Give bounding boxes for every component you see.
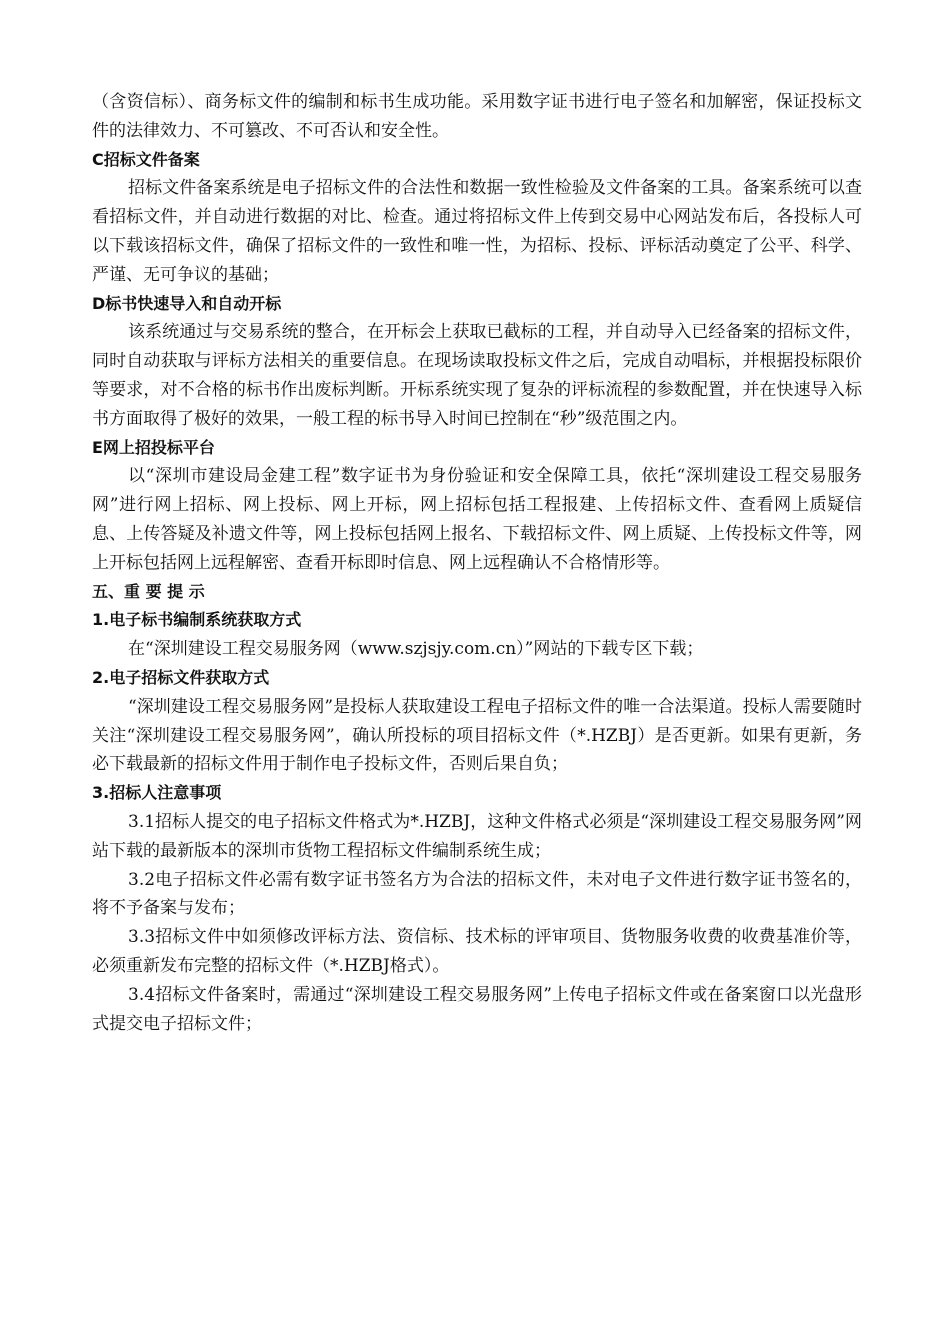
heading-c-filing: C招标文件备案 bbox=[92, 149, 200, 169]
paragraph-platform: 以“深圳市建设局金建工程”数字证书为身份验证和安全保障工具，依托“深圳建设工程交易服务网”进行网上招标、网上投标、网上开标，网上招标包括工程报建、上传招标文件、查看网上质疑信息、上传答疑及补遗文件等，网上投标包括网上报名、下载招标文件、网上质疑、上传投标文件等，网上开标包括网上远程解密、查看开标即时信息、网上远程确认不合格情形等。 bbox=[92, 466, 862, 573]
paragraph-import: 该系统通过与交易系统的整合，在开标会上获取已截标的工程，并自动导入已经备案的招标文件，同时自动获取与评标方法相关的重要信息。在现场读取投标文件之后，完成自动唱标，并根据投标限价等要求，对不合格的标书作出废标判断。开标系统实现了复杂的评标流程的参数配置，并在快速导入标书方面取得了极好的效果，一般工程的标书导入时间已控制在“秒”级范围之内。 bbox=[92, 322, 862, 429]
heading-item-3: 3.招标人注意事项 bbox=[92, 783, 222, 803]
paragraph-item-2: “深圳建设工程交易服务网”是投标人获取建设工程电子招标文件的唯一合法渠道。投标人需要随时关注“深圳建设工程交易服务网”，确认所投标的项目招标文件（*.HZBJ）是否更新。如果有更新，务必下载最新的招标文件用于制作电子投标文件，否则后果自负； bbox=[92, 696, 862, 775]
paragraph-item-1: 在“深圳建设工程交易服务网（www.szjsjy.com.cn）”网站的下载专区下载； bbox=[128, 639, 704, 660]
heading-section-5: 五、重 要 提 示 bbox=[92, 581, 205, 601]
paragraph-filing: 招标文件备案系统是电子招标文件的合法性和数据一致性检验及文件备案的工具。备案系统可以查看招标文件，并自动进行数据的对比、检查。通过将招标文件上传到交易中心网站发布后，各投标人可以下载该招标文件，确保了招标文件的一致性和唯一性，为招标、投标、评标活动奠定了公平、科学、严谨、无可争议的基础； bbox=[92, 178, 862, 285]
paragraph-intro: （含资信标）、商务标文件的编制和标书生成功能。采用数字证书进行电子签名和加解密，保证投标文件的法律效力、不可篡改、不可否认和安全性。 bbox=[92, 92, 862, 141]
paragraph-item-3-1: 3.1招标人提交的电子招标文件格式为*.HZBJ，这种文件格式必须是“深圳建设工程交易服务网”网站下载的最新版本的深圳市货物工程招标文件编制系统生成； bbox=[92, 811, 862, 861]
heading-item-2: 2.电子招标文件获取方式 bbox=[92, 667, 270, 687]
heading-item-1: 1.电子标书编制系统获取方式 bbox=[92, 610, 302, 630]
document-page bbox=[92, 88, 862, 1038]
paragraph-item-3-2: 3.2电子招标文件必需有数字证书签名方为合法的招标文件，未对电子文件进行数字证书签名的，将不予备案与发布； bbox=[92, 869, 862, 919]
paragraph-item-3-3: 3.3招标文件中如须修改评标方法、资信标、技术标的评审项目、货物服务收费的收费基准价等，必须重新发布完整的招标文件（*.HZBJ格式）。 bbox=[92, 927, 862, 976]
paragraph-item-3-4: 3.4招标文件备案时，需通过“深圳建设工程交易服务网”上传电子招标文件或在备案窗口以光盘形式提交电子招标文件； bbox=[92, 984, 862, 1034]
heading-e-platform: E网上招投标平台 bbox=[92, 437, 215, 457]
heading-d-import: D标书快速导入和自动开标 bbox=[92, 293, 282, 313]
